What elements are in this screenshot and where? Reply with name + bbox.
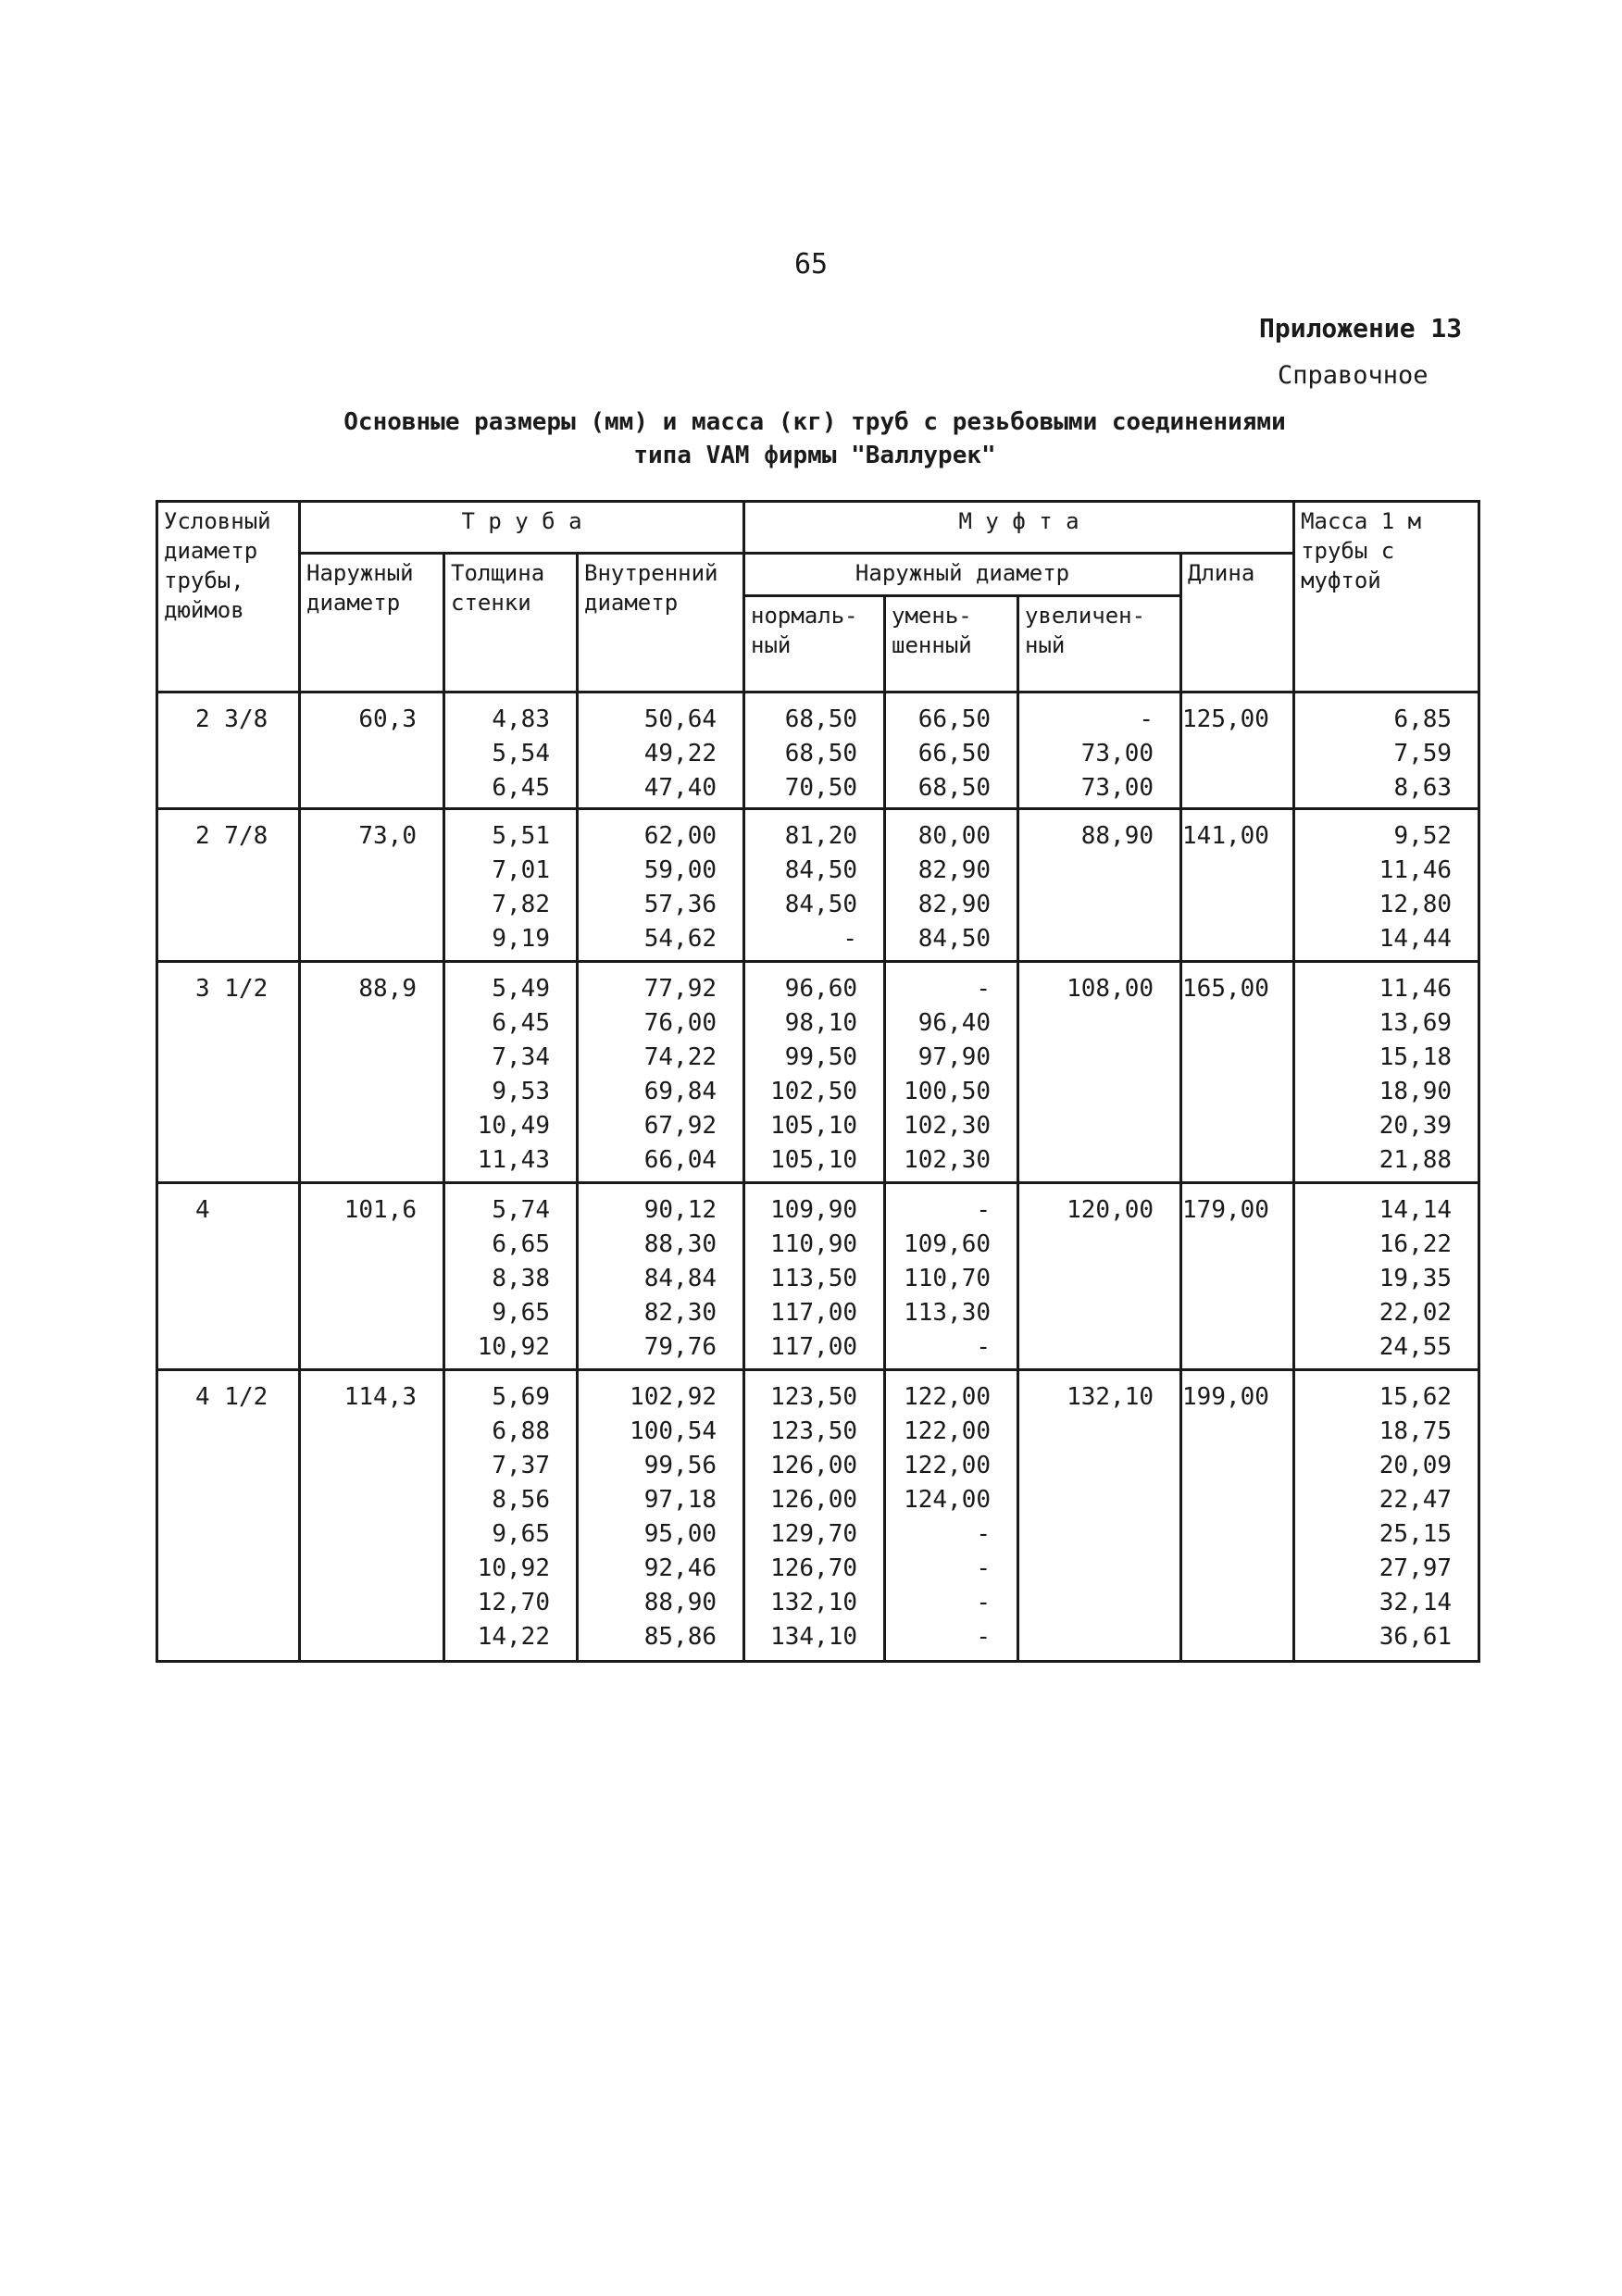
cell-value: -: [976, 1519, 992, 1548]
cell-value: 18,90: [1379, 1077, 1453, 1105]
cell-value: 50,64: [643, 705, 717, 733]
cell-value: 98,10: [784, 1008, 858, 1037]
cell-value: 21,88: [1379, 1145, 1453, 1174]
cell-coupling-length: [1181, 961, 1294, 1183]
cell-value: 108,00: [1067, 974, 1154, 1003]
cell-value: 73,00: [1080, 774, 1154, 802]
cell-value: -: [976, 1554, 992, 1582]
cell-value: 88,90: [1080, 822, 1154, 851]
cell-value: 11,46: [1379, 974, 1453, 1003]
cell-inner-diameter: [578, 809, 744, 961]
cell-value: 100,54: [630, 1416, 717, 1445]
cell-value: 66,50: [917, 740, 992, 767]
cell-value: 13,69: [1379, 1008, 1453, 1037]
cell-value: 110,70: [904, 1265, 992, 1293]
cell-value: 10,92: [477, 1333, 550, 1362]
cell-value: 8,38: [492, 1265, 550, 1293]
cell-value: 82,90: [917, 856, 992, 885]
cell-value: 97,90: [917, 1042, 992, 1071]
cell-value: 62,00: [643, 822, 717, 851]
cell-mass: [1294, 693, 1479, 809]
table-row: [157, 1369, 1479, 1661]
cell-wall-thickness: [444, 1369, 578, 1661]
cell-value: 110,90: [770, 1230, 858, 1259]
header-mass: Масса 1 м трубы с муфтой: [1294, 502, 1479, 693]
table-row: [157, 809, 1479, 961]
cell-value: 84,84: [643, 1265, 717, 1293]
cell-coupling-normal: [744, 961, 885, 1183]
cell-conditional-diameter: [157, 809, 300, 961]
header-wall-thickness: Толщина стенки: [444, 554, 578, 693]
cell-value: 105,10: [770, 1145, 858, 1174]
cell-value: 102,30: [904, 1145, 992, 1174]
cell-value: 47,40: [643, 774, 717, 802]
cell-value: 10,49: [477, 1111, 550, 1140]
cell-value: 132,10: [1067, 1382, 1154, 1411]
cell-value: 124,00: [904, 1485, 992, 1514]
cell-value: 12,70: [477, 1588, 550, 1616]
cell-value: 7,59: [1393, 740, 1453, 767]
cell-value: 96,60: [784, 974, 858, 1003]
cell-value: 109,90: [770, 1196, 858, 1225]
cell-value: 2 3/8: [195, 705, 268, 733]
cell-inner-diameter: [578, 693, 744, 809]
cell-value: -: [842, 925, 858, 954]
cell-value: 95,00: [643, 1519, 717, 1548]
cell-value: 99,50: [784, 1042, 858, 1071]
cell-value: 105,10: [770, 1111, 858, 1140]
cell-value: 5,49: [492, 974, 550, 1003]
cell-coupling-length: [1181, 809, 1294, 961]
cell-value: 96,40: [917, 1008, 992, 1037]
cell-value: 126,00: [770, 1451, 858, 1479]
cell-coupling-reduced: [885, 1369, 1018, 1661]
cell-value: 59,00: [643, 856, 717, 885]
cell-value: 82,90: [917, 891, 992, 919]
appendix-type: Справочное: [1278, 361, 1429, 390]
cell-wall-thickness: [444, 809, 578, 961]
cell-value: 85,86: [643, 1622, 717, 1651]
table-row: [157, 693, 1479, 809]
cell-value: 141,00: [1182, 822, 1269, 851]
cell-value: 129,70: [770, 1519, 858, 1548]
table-row: [157, 1183, 1479, 1370]
cell-coupling-increased: [1018, 809, 1181, 961]
cell-value: 88,90: [643, 1588, 717, 1616]
cell-value: 92,46: [643, 1554, 717, 1582]
cell-coupling-reduced: [885, 693, 1018, 809]
cell-coupling-reduced: [885, 1183, 1018, 1370]
header-conditional-diameter: Условный диаметр трубы, дюймов: [157, 502, 300, 693]
cell-value: -: [976, 1333, 992, 1362]
header-increased: увеличен-ный: [1018, 596, 1181, 693]
cell-value: 5,54: [492, 740, 550, 767]
cell-value: 84,50: [784, 891, 858, 919]
cell-coupling-normal: [744, 1183, 885, 1370]
cell-value: 9,53: [492, 1077, 550, 1105]
cell-value: 7,82: [492, 891, 550, 919]
cell-value: 20,39: [1379, 1111, 1453, 1140]
cell-value: 9,19: [492, 925, 550, 954]
cell-value: 109,60: [904, 1230, 992, 1259]
header-pipe: Т р у б а: [300, 502, 744, 554]
cell-pipe-outer-diameter: [300, 809, 444, 961]
appendix-label: Приложение 13: [1259, 313, 1463, 343]
cell-coupling-increased: [1018, 1183, 1181, 1370]
cell-value: 76,00: [643, 1008, 717, 1037]
cell-value: 14,14: [1379, 1196, 1453, 1225]
cell-value: 5,74: [492, 1196, 550, 1225]
cell-value: 10,92: [477, 1554, 550, 1582]
cell-value: 8,56: [492, 1485, 550, 1514]
cell-value: 7,37: [492, 1451, 550, 1479]
title-line-1: Основные размеры (мм) и масса (кг) труб с резьбовыми соединениями: [343, 408, 1286, 436]
cell-mass: [1294, 1183, 1479, 1370]
cell-coupling-normal: [744, 1369, 885, 1661]
cell-value: 102,92: [630, 1382, 717, 1411]
cell-value: -: [976, 974, 992, 1003]
cell-value: 9,65: [492, 1299, 550, 1328]
cell-value: 32,14: [1379, 1588, 1453, 1616]
cell-value: 179,00: [1182, 1196, 1269, 1225]
cell-conditional-diameter: [157, 961, 300, 1183]
cell-value: -: [976, 1196, 992, 1225]
cell-value: 69,84: [643, 1077, 717, 1105]
cell-value: 11,46: [1379, 856, 1453, 885]
cell-value: 123,50: [770, 1416, 858, 1445]
cell-coupling-length: [1181, 1183, 1294, 1370]
cell-value: 122,00: [904, 1451, 992, 1479]
cell-value: 77,92: [643, 974, 717, 1003]
cell-value: 9,52: [1393, 822, 1453, 851]
cell-value: 88,30: [643, 1230, 717, 1259]
cell-value: 3 1/2: [195, 974, 268, 1003]
cell-value: 117,00: [770, 1299, 858, 1328]
cell-value: 7,01: [492, 856, 550, 885]
cell-value: 57,36: [643, 891, 717, 919]
cell-value: 6,45: [492, 774, 550, 802]
cell-coupling-normal: [744, 693, 885, 809]
cell-mass: [1294, 1369, 1479, 1661]
cell-value: 8,63: [1393, 774, 1453, 802]
cell-value: 102,50: [770, 1077, 858, 1105]
cell-conditional-diameter: [157, 693, 300, 809]
cell-pipe-outer-diameter: [300, 961, 444, 1183]
cell-value: 97,18: [643, 1485, 717, 1514]
cell-value: 12,80: [1379, 891, 1453, 919]
cell-value: 134,10: [770, 1622, 858, 1651]
cell-coupling-reduced: [885, 809, 1018, 961]
cell-value: 199,00: [1182, 1382, 1269, 1411]
cell-mass: [1294, 961, 1479, 1183]
cell-value: 82,30: [643, 1299, 717, 1328]
cell-value: 4,83: [492, 705, 550, 733]
cell-value: 125,00: [1182, 705, 1269, 733]
header-pipe-outer-diameter: Наружный диаметр: [300, 554, 444, 693]
cell-value: 99,56: [643, 1451, 717, 1479]
cell-value: 6,88: [492, 1416, 550, 1445]
cell-value: 80,00: [917, 822, 992, 851]
cell-coupling-normal: [744, 809, 885, 961]
cell-conditional-diameter: [157, 1369, 300, 1661]
cell-wall-thickness: [444, 961, 578, 1183]
cell-pipe-outer-diameter: [300, 1369, 444, 1661]
cell-value: 114,3: [343, 1382, 417, 1411]
cell-mass: [1294, 809, 1479, 961]
header-reduced: умень-шенный: [885, 596, 1018, 693]
header-length: Длина: [1181, 554, 1294, 693]
cell-value: 36,61: [1379, 1622, 1453, 1651]
cell-wall-thickness: [444, 1183, 578, 1370]
cell-value: -: [976, 1622, 992, 1651]
header-coupling: М у ф т а: [744, 502, 1294, 554]
cell-value: 100,50: [904, 1077, 992, 1105]
cell-pipe-outer-diameter: [300, 693, 444, 809]
cell-value: 25,15: [1379, 1519, 1453, 1548]
cell-value: 126,70: [770, 1554, 858, 1582]
cell-value: -: [976, 1588, 992, 1616]
cell-value: 113,30: [904, 1299, 992, 1328]
cell-value: 7,34: [492, 1042, 550, 1071]
cell-value: 67,92: [643, 1111, 717, 1140]
cell-value: 165,00: [1182, 974, 1269, 1003]
cell-value: 15,18: [1379, 1042, 1453, 1071]
table-title: [148, 406, 1481, 472]
cell-value: 22,02: [1379, 1299, 1453, 1328]
cell-coupling-reduced: [885, 961, 1018, 1183]
cell-value: 68,50: [917, 774, 992, 802]
cell-value: 6,85: [1393, 705, 1453, 733]
cell-value: 2 7/8: [195, 822, 268, 851]
cell-value: 73,0: [358, 822, 417, 851]
cell-value: 122,00: [904, 1416, 992, 1445]
cell-value: 4 1/2: [195, 1382, 268, 1411]
page-number: 65: [793, 248, 829, 281]
cell-value: 49,22: [643, 740, 717, 767]
cell-coupling-length: [1181, 1369, 1294, 1661]
cell-value: 5,69: [492, 1382, 550, 1411]
cell-coupling-increased: [1018, 693, 1181, 809]
cell-value: 6,45: [492, 1008, 550, 1037]
cell-inner-diameter: [578, 961, 744, 1183]
cell-value: 79,76: [643, 1333, 717, 1362]
cell-value: 73,00: [1080, 740, 1154, 767]
cell-value: 126,00: [770, 1485, 858, 1514]
cell-value: 70,50: [784, 774, 858, 802]
cell-value: 60,3: [358, 705, 417, 733]
cell-wall-thickness: [444, 693, 578, 809]
cell-value: 90,12: [643, 1196, 717, 1225]
cell-value: 66,04: [643, 1145, 717, 1174]
cell-value: 84,50: [917, 925, 992, 954]
cell-coupling-increased: [1018, 961, 1181, 1183]
cell-value: 20,09: [1379, 1451, 1453, 1479]
cell-value: 102,30: [904, 1111, 992, 1140]
cell-value: 117,00: [770, 1333, 858, 1362]
cell-value: 122,00: [904, 1382, 992, 1411]
table-row: [157, 961, 1479, 1183]
header-coupling-outer-diameter: Наружный диаметр: [744, 554, 1181, 596]
cell-value: 68,50: [784, 740, 858, 767]
header-inner-diameter: Внутренний диаметр: [578, 554, 744, 693]
cell-value: 18,75: [1379, 1416, 1453, 1445]
cell-value: 14,22: [477, 1622, 550, 1651]
pipe-dimensions-table: [156, 500, 1480, 1663]
cell-value: 84,50: [784, 856, 858, 885]
cell-value: 15,62: [1379, 1382, 1453, 1411]
cell-value: 27,97: [1379, 1554, 1453, 1582]
cell-value: 101,6: [343, 1196, 417, 1225]
cell-value: 9,65: [492, 1519, 550, 1548]
cell-value: 123,50: [770, 1382, 858, 1411]
table-body: [157, 693, 1479, 1662]
cell-value: 120,00: [1067, 1196, 1154, 1225]
cell-value: 68,50: [784, 705, 858, 733]
cell-value: 24,55: [1379, 1333, 1453, 1362]
cell-value: 113,50: [770, 1265, 858, 1293]
cell-conditional-diameter: [157, 1183, 300, 1370]
cell-value: 88,9: [358, 974, 417, 1003]
cell-value: 19,35: [1379, 1265, 1453, 1293]
header-normal: нормаль-ный: [744, 596, 885, 693]
cell-value: -: [1139, 705, 1154, 733]
cell-value: 11,43: [477, 1145, 550, 1174]
cell-value: 22,47: [1379, 1485, 1453, 1514]
cell-inner-diameter: [578, 1183, 744, 1370]
cell-value: 132,10: [770, 1588, 858, 1616]
cell-pipe-outer-diameter: [300, 1183, 444, 1370]
cell-value: 16,22: [1379, 1230, 1453, 1259]
cell-coupling-increased: [1018, 1369, 1181, 1661]
title-line-2: типа VAM фирмы "Валлурек": [633, 442, 996, 469]
cell-value: 5,51: [492, 822, 550, 851]
cell-inner-diameter: [578, 1369, 744, 1661]
cell-value: 6,65: [492, 1230, 550, 1259]
cell-coupling-length: [1181, 693, 1294, 809]
cell-value: 66,50: [917, 705, 992, 733]
cell-value: 4: [195, 1196, 210, 1225]
cell-value: 74,22: [643, 1042, 717, 1071]
cell-value: 54,62: [643, 925, 717, 954]
cell-value: 14,44: [1379, 925, 1453, 954]
cell-value: 81,20: [784, 822, 858, 851]
